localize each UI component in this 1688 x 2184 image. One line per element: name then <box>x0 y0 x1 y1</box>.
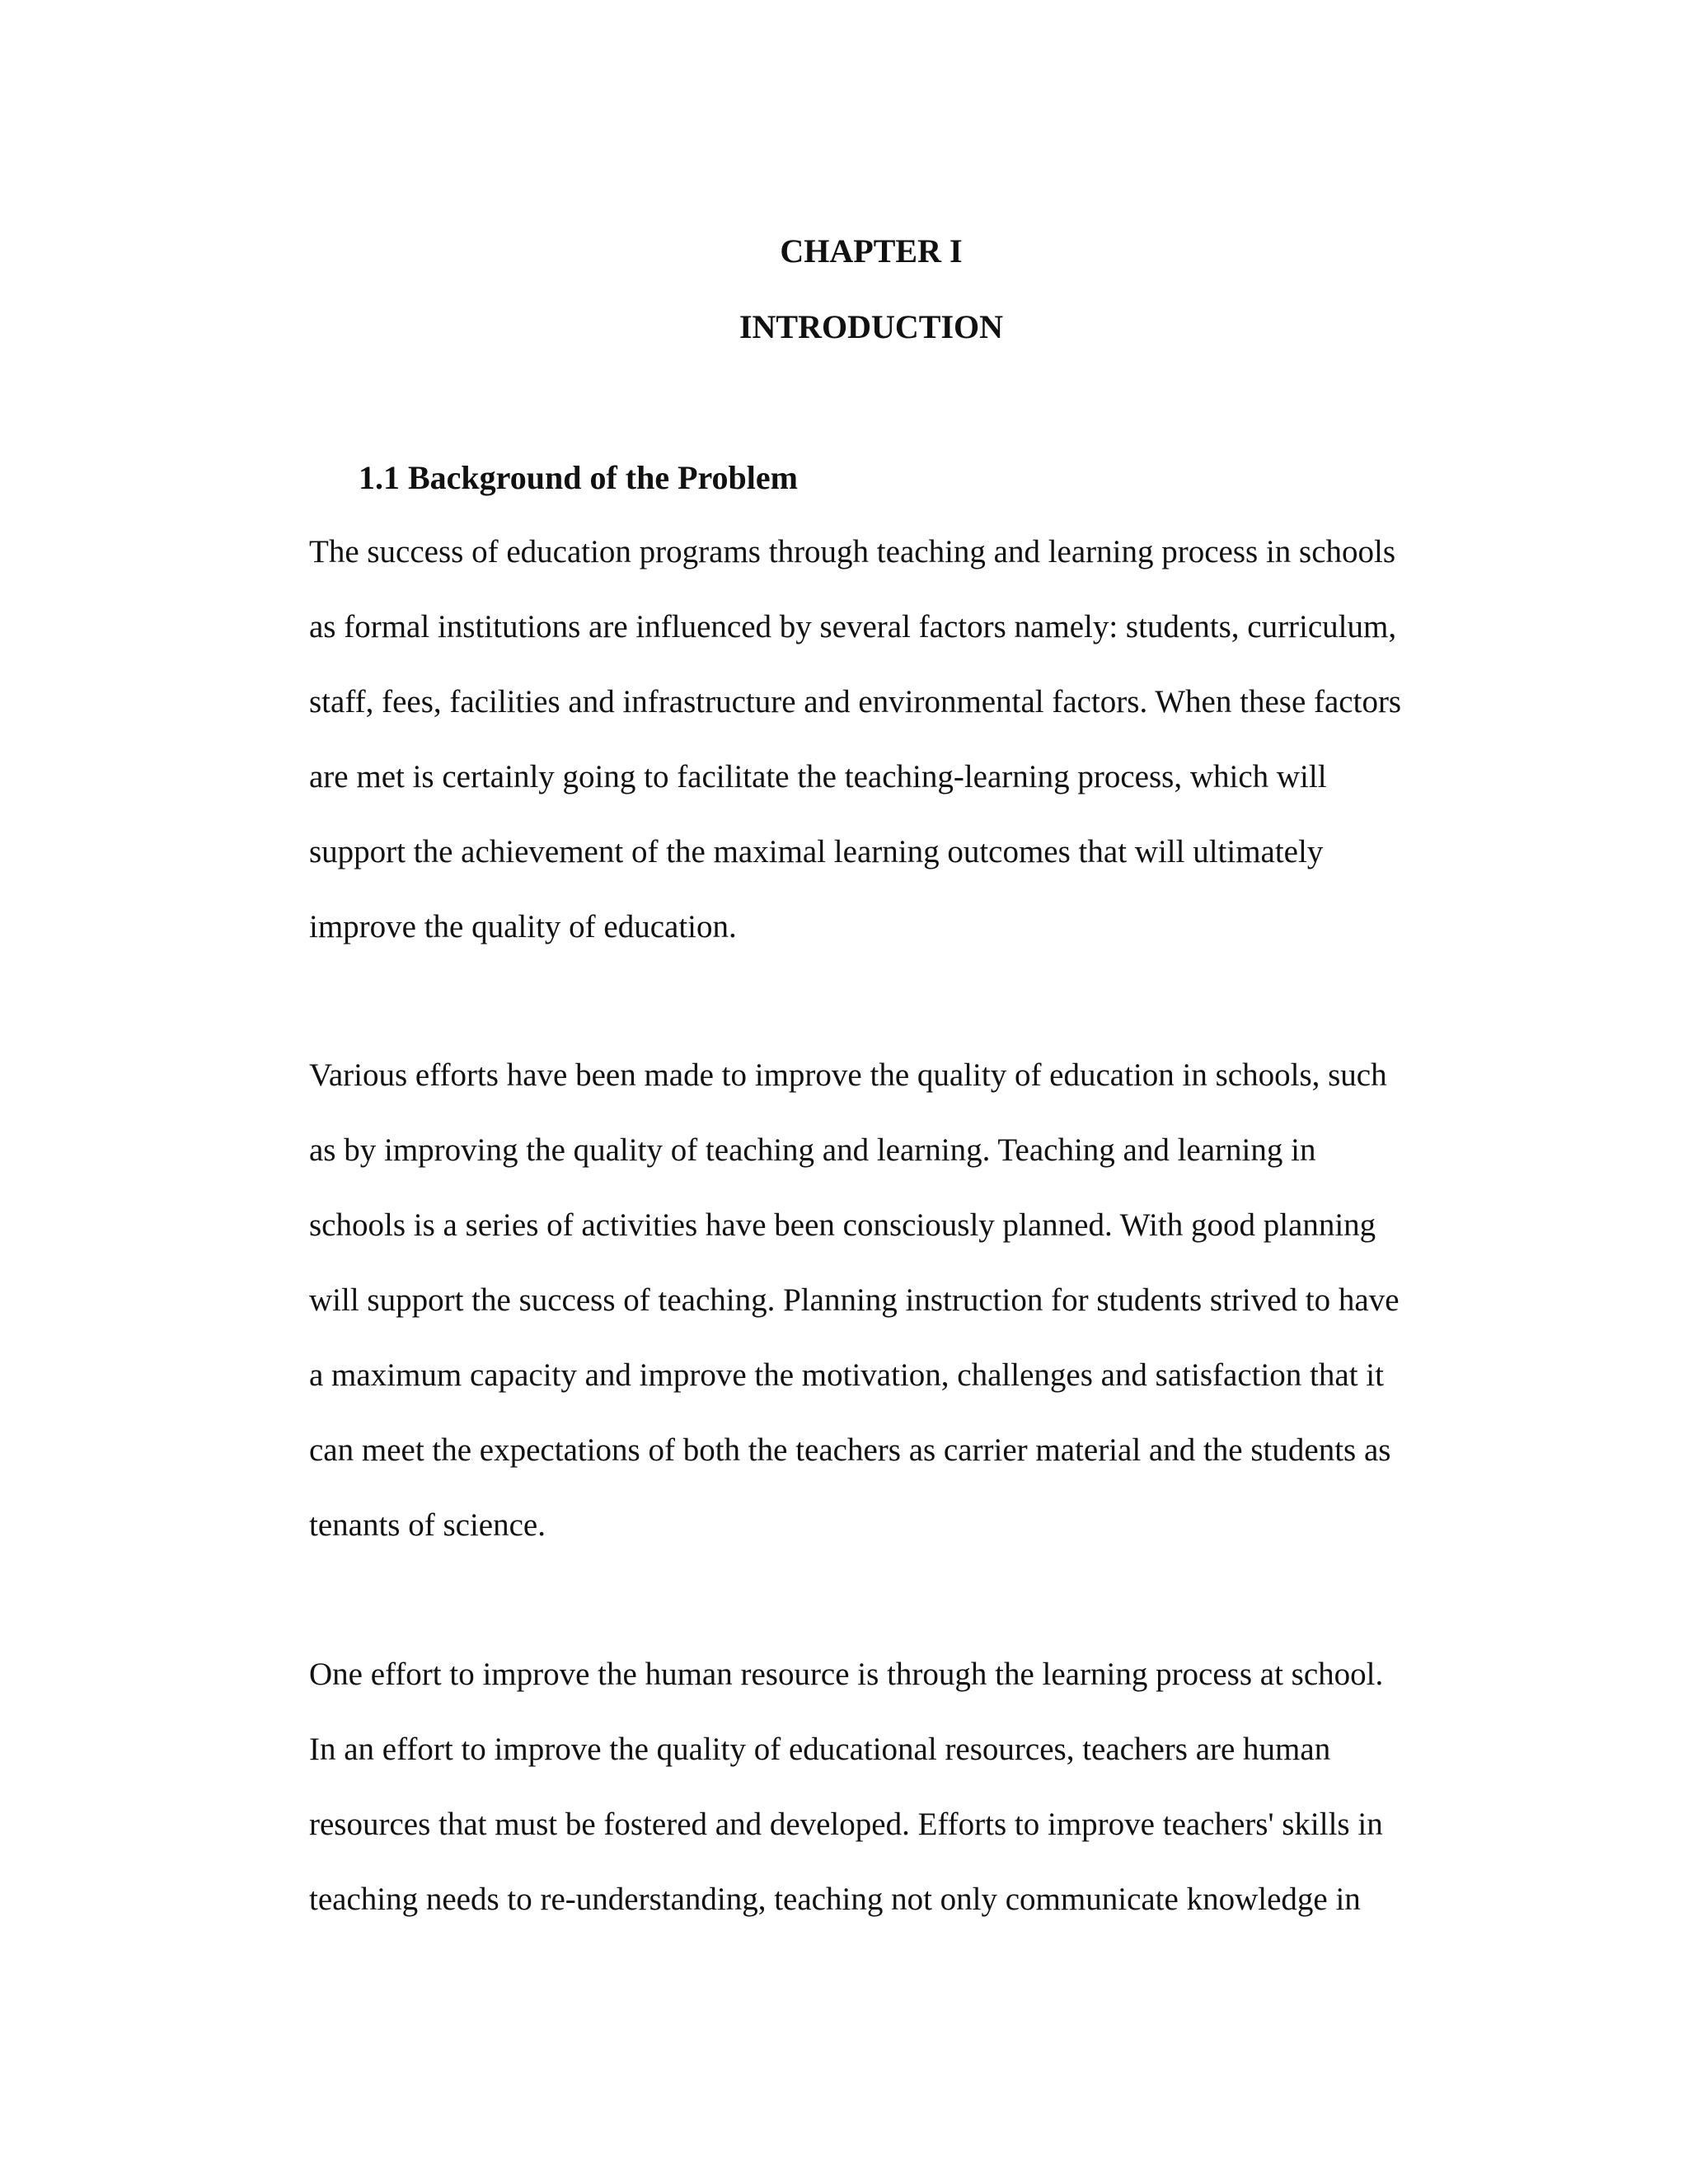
paragraph-1 <box>309 532 1430 982</box>
paragraph-line: are met is certainly going to facilitate the teaching-learning process, which will <box>309 759 1327 794</box>
paragraph-line: In an effort to improve the quality of educational resources, teachers are human <box>309 1732 1331 1767</box>
paragraph-line: a maximum capacity and improve the motivation, challenges and satisfaction that it <box>309 1357 1384 1393</box>
paragraph-line: resources that must be fostered and developed. Efforts to improve teachers' skills in <box>309 1807 1383 1842</box>
paragraph-line: staff, fees, facilities and infrastructure and environmental factors. When these factors <box>309 684 1402 719</box>
paragraph-3 <box>309 1654 1430 1954</box>
paragraph-2 <box>309 1055 1430 1580</box>
paragraph-line: can meet the expectations of both the teachers as carrier material and the students as <box>309 1432 1391 1468</box>
paragraph-line: schools is a series of activities have been consciously planned. With good planning <box>309 1207 1376 1243</box>
paragraph-line: will support the success of teaching. Planning instruction for students strived to have <box>309 1282 1400 1318</box>
chapter-number: CHAPTER I <box>780 232 963 269</box>
paragraph-line: teaching needs to re-understanding, teaching not only communicate knowledge in <box>309 1882 1361 1917</box>
paragraph-line: The success of education programs through teaching and learning process in schools <box>309 534 1396 569</box>
chapter-title: INTRODUCTION <box>738 308 1004 345</box>
paragraph-line: as formal institutions are influenced by several factors namely: students, curriculum, <box>309 609 1397 644</box>
paragraph-line: Various efforts have been made to improve the quality of education in schools, such <box>309 1057 1387 1093</box>
paragraph-line: One effort to improve the human resource is through the learning process at school. <box>309 1657 1384 1692</box>
section-heading: 1.1 Background of the Problem <box>359 459 798 496</box>
paragraph-line: tenants of science. <box>309 1507 546 1543</box>
paragraph-line: improve the quality of education. <box>309 909 737 944</box>
paragraph-line: support the achievement of the maximal learning outcomes that will ultimately <box>309 834 1324 869</box>
paragraph-line: as by improving the quality of teaching and learning. Teaching and learning in <box>309 1132 1316 1168</box>
